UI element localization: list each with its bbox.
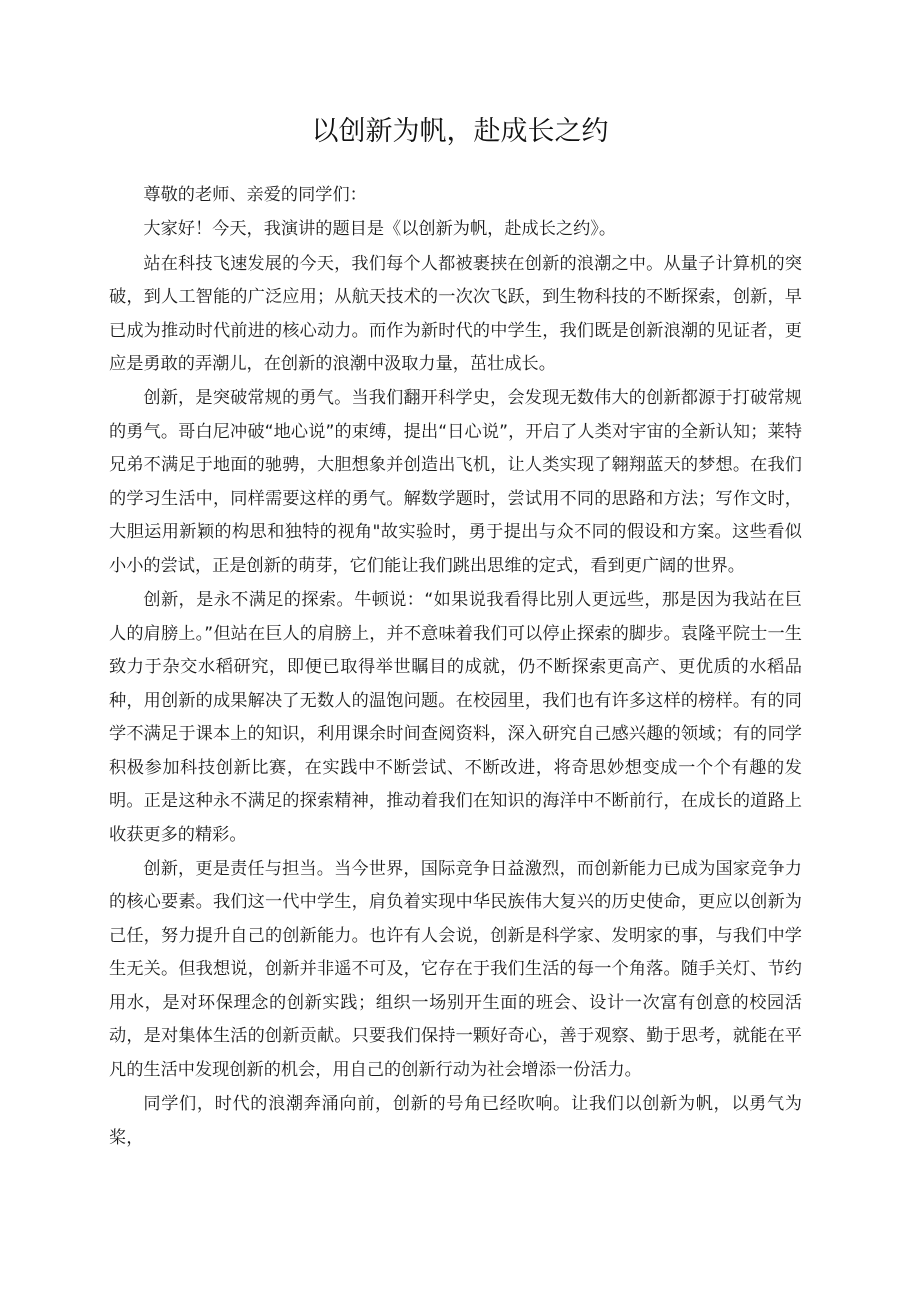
greeting: 大家好！今天，我演讲的题目是《以创新为帆，赴成长之约》。 [143,219,617,240]
paragraph-closing: 同学们，时代的浪潮奔涌向前，创新的号角已经吹响。让我们以创新为帆，以勇气为桨， [109,1094,802,1148]
speech-body [109,179,802,1156]
paragraph-responsibility: 创新，更是责任与担当。当今世界，国际竞争日益激烈，而创新能力已成为国家竞争力的核心要素。我们这一代中学生，肩负着实现中华民族伟大复兴的历史使命，更应以创新为己任，努力提升自己的创新能力。也许有人会说，创新是科学家、发明家的事，与我们中学生无关。但我想说，创新并非遥不可及，它存在于我们生活的每一个角落。随手关灯、节约用水，是对环保理念的创新实践；组织一场别开生面的班会、设计一次富有创意的校园活动，是对集体生活的创新贡献。只要我们保持一颗好奇心，善于观察、勤于思考，就能在平凡的生活中发现创新的机会，用自己的创新行动为社会增添一份活力。 [109,858,802,1080]
salutation: 尊敬的老师、亲爱的同学们： [143,185,367,205]
page-title: 以创新为帆，赴成长之约 [311,116,609,147]
paragraph-courage: 创新，是突破常规的勇气。当我们翻开科学史，会发现无数伟大的创新都源于打破常规的勇气。哥白尼冲破“地心说”的束缚，提出“日心说”，开启了人类对宇宙的全新认知；莱特兄弟不满足于地面的驰骋，大胆想象并创造出飞机，让人类实现了翱翔蓝天的梦想。在我们的学习生活中，同样需要这样的勇气。解数学题时，尝试用不同的思路和方法；写作文时，大胆运用新颖的构思和独特的视角"故实验时，勇于提出与众不同的假设和方案。这些看似小小的尝试，正是创新的萌芽，它们能让我们跳出思维的定式，看到更广阔的世界。 [109,388,802,576]
paragraph-intro: 站在科技飞速发展的今天，我们每个人都被裹挟在创新的浪潮之中。从量子计算机的突破，到人工智能的广泛应用；从航天技术的一次次飞跃，到生物科技的不断探索，创新，早已成为推动时代前进的核心动力。而作为新时代的中学生，我们既是创新浪潮的见证者，更应是勇敢的弄潮儿，在创新的浪潮中汲取力量，茁壮成长。 [109,253,802,375]
paragraph-exploration: 创新，是永不满足的探索。牛顿说：“如果说我看得比别人更远些，那是因为我站在巨人的肩膀上。”但站在巨人的肩膀上，并不意味着我们可以停止探索的脚步。袁隆平院士一生致力于杂交水稻研究，即便已取得举世瞩目的成就，仍不断探索更高产、更优质的水稻品种，用创新的成果解决了无数人的温饱问题。在校园里，我们也有许多这样的榜样。有的同学不满足于课本上的知识，利用课余时间查阅资料，深入研究自己感兴趣的领域；有的同学积极参加科技创新比赛，在实践中不断尝试、不断改进，将奇思妙想变成一个个有趣的发明。正是这种永不满足的探索精神，推动着我们在知识的海洋中不断前行，在成长的道路上收获更多的精彩。 [109,590,802,845]
